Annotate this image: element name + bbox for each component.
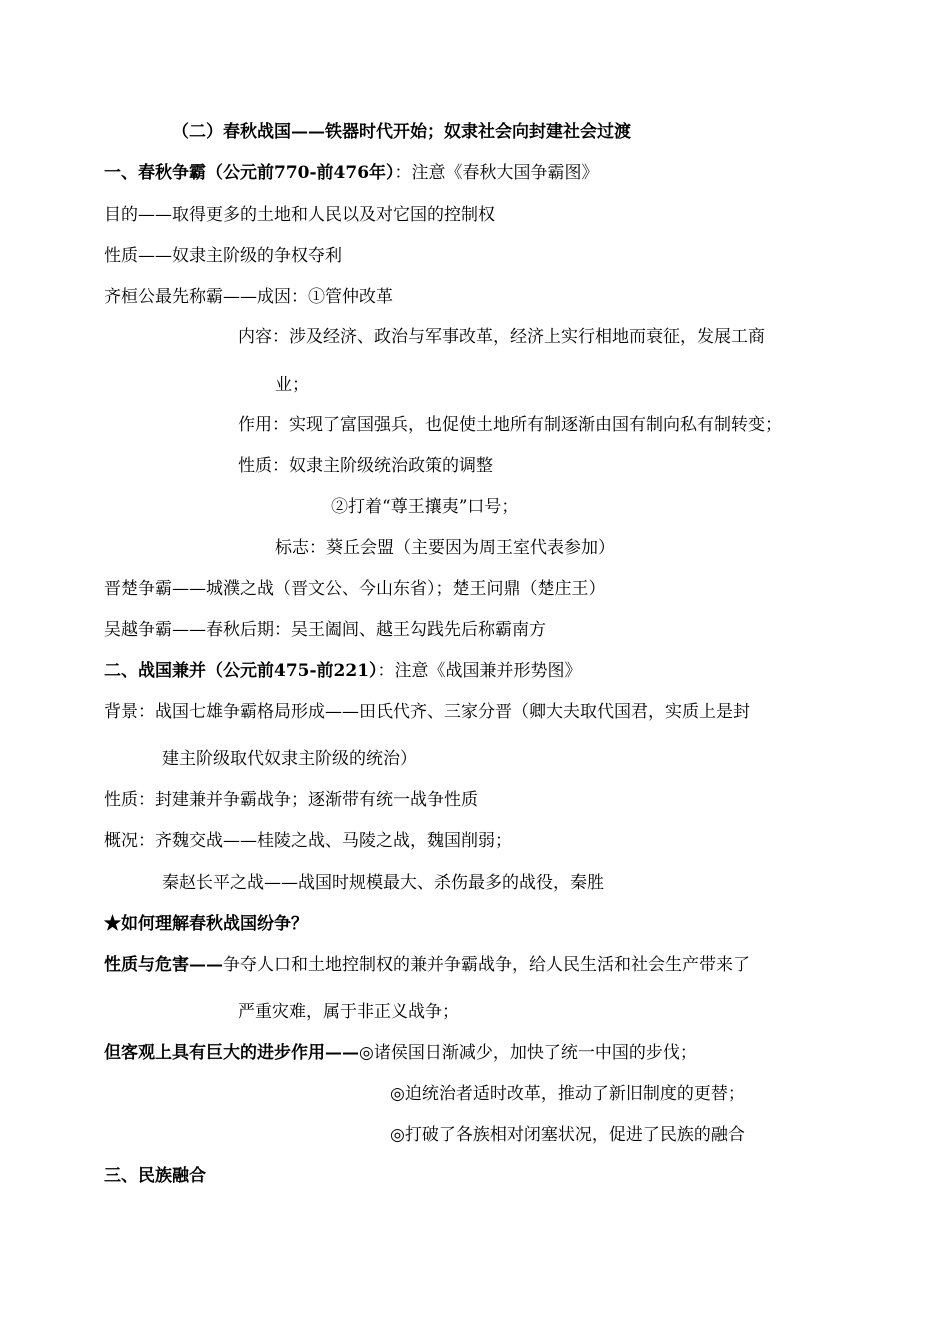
section-2-nature-line: 性质：封建兼并争霸战争；逐渐带有统一战争性质 bbox=[104, 790, 478, 810]
background-line-2: 建主阶级取代奴隶主阶级的统治） bbox=[162, 749, 417, 769]
qi-nature-line: 性质：奴隶主阶级统治政策的调整 bbox=[238, 456, 493, 476]
section-1-heading-note: ：注意《春秋大国争霸图》 bbox=[394, 163, 599, 183]
document-title: （二）春秋战国——铁器时代开始；奴隶社会向封建社会过渡 bbox=[172, 122, 631, 142]
section-2-heading-note: ：注意《战国兼并形势图》 bbox=[377, 661, 582, 681]
progress-item-3: ◎打破了各族相对闭塞状况，促进了民族的融合 bbox=[390, 1125, 745, 1145]
wu-yue-line: 吴越争霸——春秋后期：吴王阖闾、越王勾践先后称霸南方 bbox=[104, 620, 546, 640]
progress-label: 但客观上具有巨大的进步作用—— bbox=[104, 1043, 359, 1063]
qi-sign-line: 标志：葵丘会盟（主要因为周王室代表参加） bbox=[275, 538, 615, 558]
harm-line-1 bbox=[104, 954, 750, 976]
section-2-heading-line bbox=[104, 660, 582, 682]
section-1-heading: 一、春秋争霸（公元前770-前476年） bbox=[104, 163, 395, 183]
jin-chu-line: 晋楚争霸——城濮之战（晋文公、今山东省）；楚王问鼎（楚庄王） bbox=[104, 579, 606, 599]
progress-item-2: ◎迫统治者适时改革，推动了新旧制度的更替； bbox=[390, 1084, 745, 1104]
qi-slogan-line: ②打着“尊王攘夷”口号； bbox=[331, 497, 519, 517]
nature-line: 性质——奴隶主阶级的争权夺利 bbox=[104, 246, 342, 266]
understanding-heading: ★如何理解春秋战国纷争？ bbox=[104, 914, 308, 934]
section-1-heading-line bbox=[104, 162, 599, 184]
qi-content-line-1: 内容：涉及经济、政治与军事改革，经济上实行相地而衰征，发展工商 bbox=[238, 327, 765, 347]
overview-line-2: 秦赵长平之战——战国时规模最大、杀伤最多的战役，秦胜 bbox=[162, 873, 604, 893]
harm-text: 争夺人口和土地控制权的兼并争霸战争，给人民生活和社会生产带来了 bbox=[223, 955, 750, 975]
harm-label: 性质与危害—— bbox=[104, 955, 223, 975]
purpose-line: 目的——取得更多的土地和人民以及对它国的控制权 bbox=[104, 205, 495, 225]
progress-line-1 bbox=[104, 1042, 697, 1064]
qi-effect-line: 作用：实现了富国强兵，也促使土地所有制逐渐由国有制向私有制转变； bbox=[238, 415, 782, 435]
background-line-1: 背景：战国七雄争霸格局形成——田氏代齐、三家分晋（卿大夫取代国君，实质上是封 bbox=[104, 702, 750, 722]
section-2-heading: 二、战国兼并（公元前475-前221） bbox=[104, 661, 378, 681]
qi-hegemony-line: 齐桓公最先称霸——成因：①管仲改革 bbox=[104, 287, 393, 307]
harm-line-2: 严重灾难，属于非正义战争； bbox=[238, 1002, 459, 1022]
section-3-heading: 三、民族融合 bbox=[104, 1166, 206, 1186]
progress-item-1: ◎诸侯国日渐减少，加快了统一中国的步伐； bbox=[359, 1043, 697, 1063]
qi-content-line-2: 业； bbox=[275, 375, 309, 395]
overview-line-1: 概况：齐魏交战——桂陵之战、马陵之战，魏国削弱； bbox=[104, 831, 512, 851]
